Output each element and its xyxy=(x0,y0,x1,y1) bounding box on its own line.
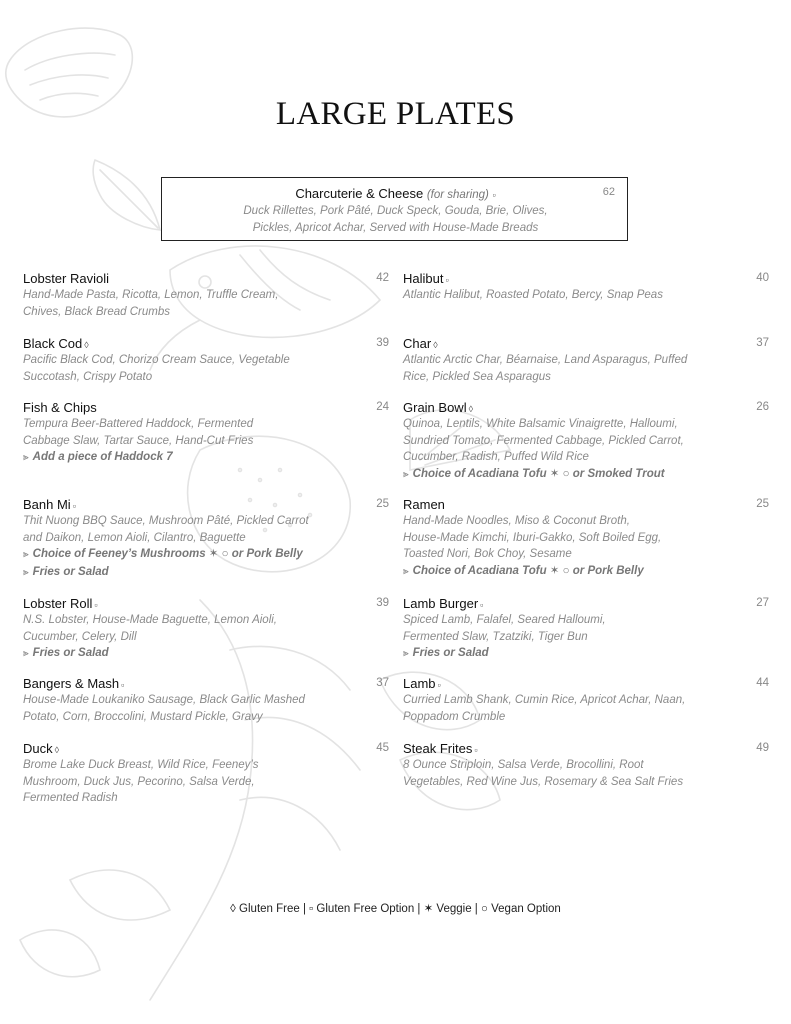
menu-item xyxy=(23,335,389,385)
featured-item-name-line xyxy=(162,186,629,201)
menu-item-desc-line: Atlantic Halibut, Roasted Potato, Bercy, Snap Peas xyxy=(403,289,663,301)
menu-item-description xyxy=(403,612,769,645)
menu-item-option-text: Choice of Acadiana Tofu ✶ ○ or Pork Belly xyxy=(412,564,644,577)
menu-item-name: Fish & Chips xyxy=(23,400,97,415)
menu-item-option-text: Choice of Acadiana Tofu ✶ ○ or Smoked Trout xyxy=(412,467,665,480)
menu-item-name-line xyxy=(23,270,389,287)
menu-item-option xyxy=(23,546,389,564)
menu-item-name: Grain Bowl xyxy=(403,400,467,415)
menu-item-description xyxy=(23,287,389,320)
featured-item-desc-line: Pickles, Apricot Achar, Served with House-Made Breads xyxy=(252,221,539,234)
featured-item-note: (for sharing) xyxy=(426,189,489,201)
menu-item-option xyxy=(23,449,389,467)
menu-item-desc-line: House-Made Loukaniko Sausage, Black Garlic Mashed xyxy=(23,694,305,706)
menu-item-desc-line: Spiced Lamb, Falafel, Seared Halloumi, xyxy=(403,614,606,626)
menu-item-description xyxy=(403,416,769,466)
gluten-free-option-icon: ▫ xyxy=(94,600,98,610)
menu-item-desc-line: Toasted Nori, Bok Choy, Sesame xyxy=(403,548,572,560)
menu-item-desc-line: Vegetables, Red Wine Jus, Rosemary & Sea Salt Fries xyxy=(403,775,684,788)
chevron-right-icon: ⫸ xyxy=(23,549,29,560)
menu-item-price: 27 xyxy=(756,597,769,609)
menu-item-name: Lamb Burger xyxy=(403,596,479,611)
featured-item-price: 62 xyxy=(602,186,615,198)
menu-item-price: 39 xyxy=(376,337,389,349)
menu-item-desc-line: Tempura Beer-Battered Haddock, Fermented xyxy=(23,418,254,430)
menu-item-name-line xyxy=(23,335,389,352)
menu-item-description xyxy=(23,352,389,385)
menu-item-desc-line: Atlantic Arctic Char, Béarnaise, Land Asparagus, Puffed xyxy=(403,354,688,366)
menu-item xyxy=(403,399,769,483)
menu-item-desc-line: Cucumber, Radish, Puffed Wild Rice xyxy=(403,451,589,463)
menu-item-name-line xyxy=(23,399,389,416)
menu-item-desc-line: House-Made Kimchi, Iburi-Gakko, Soft Boiled Egg, xyxy=(403,531,662,544)
menu-item-option-text: Fries or Salad xyxy=(32,565,109,578)
gluten-free-option-icon: ▫ xyxy=(445,275,449,285)
gluten-free-option-icon: ▫ xyxy=(492,190,496,200)
menu-item xyxy=(403,496,769,580)
gluten-free-icon: ◊ xyxy=(54,745,60,755)
menu-item-desc-line: Cucumber, Celery, Dill xyxy=(23,630,137,643)
menu-item-desc-line: Brome Lake Duck Breast, Wild Rice, Feeney’s xyxy=(23,759,259,771)
menu-item-name-line xyxy=(403,675,769,692)
menu-item-desc-line: Curried Lamb Shank, Cumin Rice, Apricot Achar, Naan, xyxy=(403,694,686,706)
menu-item xyxy=(23,496,389,581)
menu-item-price: 24 xyxy=(376,401,389,413)
menu-item-name-line xyxy=(23,595,389,612)
menu-item-desc-line: Succotash, Crispy Potato xyxy=(23,370,153,383)
gluten-free-icon: ◊ xyxy=(433,340,438,350)
featured-item-desc-line: Duck Rillettes, Pork Pâté, Duck Speck, Gouda, Brie, Olives, xyxy=(243,205,548,217)
menu-item-option xyxy=(403,563,769,581)
menu-item-name: Char xyxy=(403,336,432,351)
menu-item-description xyxy=(403,287,769,304)
menu-item-price: 49 xyxy=(756,742,769,754)
menu-item-desc-line: Fermented Radish xyxy=(23,792,118,804)
menu-item-desc-line: N.S. Lobster, House-Made Baguette, Lemon Aioli, xyxy=(23,614,277,626)
menu-item-price: 25 xyxy=(376,498,389,510)
menu-item-option xyxy=(403,466,769,484)
gluten-free-option-icon: ▫ xyxy=(474,745,478,755)
menu-item-name-line xyxy=(403,740,769,757)
menu-item-description xyxy=(23,416,389,449)
menu-item-description xyxy=(403,692,769,725)
menu-item-name: Ramen xyxy=(403,497,445,512)
menu-item-desc-line: Mushroom, Duck Jus, Pecorino, Salsa Verde, xyxy=(23,775,255,788)
gluten-free-option-icon: ▫ xyxy=(480,600,484,610)
menu-item-name-line xyxy=(403,270,769,287)
menu-item-price: 44 xyxy=(756,677,769,689)
menu-item-name-line xyxy=(403,335,769,352)
menu-item-name: Duck xyxy=(23,741,53,756)
menu-item-desc-line: Thit Nuong BBQ Sauce, Mushroom Pâté, Pickled Carrot xyxy=(23,515,309,527)
menu-item-description xyxy=(23,692,389,725)
menu-item-name: Lobster Roll xyxy=(23,596,93,611)
menu-item-description xyxy=(23,612,389,645)
chevron-right-icon: ⫸ xyxy=(23,452,29,463)
menu-item-price: 25 xyxy=(756,498,769,510)
menu-item-option xyxy=(23,564,389,582)
menu-item-option-text: Add a piece of Haddock 7 xyxy=(32,451,173,463)
menu-item-name: Halibut xyxy=(403,271,444,286)
menu-item-desc-line: Pacific Black Cod, Chorizo Cream Sauce, Vegetable xyxy=(23,354,290,366)
menu-item-desc-line: Hand-Made Pasta, Ricotta, Lemon, Truffle Cream, xyxy=(23,289,279,301)
menu-item-price: 26 xyxy=(756,401,769,413)
menu-item-description xyxy=(403,352,769,385)
chevron-right-icon: ⫸ xyxy=(23,648,29,659)
menu-item-price: 37 xyxy=(376,677,389,689)
menu-item-name: Lobster Ravioli xyxy=(23,271,109,286)
chevron-right-icon: ⫸ xyxy=(403,648,409,659)
dietary-legend: ◊ Gluten Free | ▫ Gluten Free Option | ✶ Veggie | ○ Vegan Option xyxy=(230,903,561,915)
menu-item xyxy=(403,595,769,663)
featured-item-description xyxy=(162,203,629,236)
menu-item-desc-line: Potato, Corn, Broccolini, Mustard Pickle, Gravy xyxy=(23,710,263,723)
menu-item-desc-line: Hand-Made Noodles, Miso & Coconut Broth, xyxy=(403,515,630,527)
menu-item xyxy=(403,270,769,304)
chevron-right-icon: ⫸ xyxy=(403,468,409,480)
menu-item-name: Steak Frites xyxy=(403,741,473,756)
gluten-free-option-icon: ▫ xyxy=(72,501,76,511)
menu-item xyxy=(403,335,769,385)
menu-item-desc-line: Rice, Pickled Sea Asparagus xyxy=(403,370,551,383)
menu-item-name: Black Cod xyxy=(23,336,83,351)
menu-item-option xyxy=(23,645,389,663)
menu-item xyxy=(23,675,389,725)
menu-item xyxy=(23,740,389,807)
featured-item-name: Charcuterie & Cheese xyxy=(295,186,424,201)
menu-item-description xyxy=(23,757,389,807)
menu-item-option xyxy=(403,645,769,663)
menu-item-price: 37 xyxy=(756,337,769,349)
menu-item-description xyxy=(403,513,769,563)
menu-item-desc-line: Poppadom Crumble xyxy=(403,710,506,723)
menu-item-name: Lamb xyxy=(403,676,436,691)
page-title: LARGE PLATES xyxy=(275,96,516,132)
menu-item-name-line xyxy=(23,675,389,692)
menu-item-price: 40 xyxy=(756,272,769,284)
menu-item-desc-line: Fermented Slaw, Tzatziki, Tiger Bun xyxy=(403,630,588,643)
menu-item-name-line xyxy=(403,595,769,612)
menu-item-price: 39 xyxy=(376,597,389,609)
menu-item-desc-line: and Daikon, Lemon Aioli, Cilantro, Baguette xyxy=(23,531,246,544)
featured-item-box xyxy=(161,177,628,241)
menu-item-option-text: Fries or Salad xyxy=(32,647,109,659)
menu-item-option-text: Fries or Salad xyxy=(412,647,489,659)
menu-item-name: Bangers & Mash xyxy=(23,676,120,691)
menu-item-description xyxy=(403,757,769,790)
chevron-right-icon: ⫸ xyxy=(23,566,29,578)
menu-item-name-line xyxy=(23,496,389,513)
menu-item-name-line xyxy=(403,399,769,416)
menu-item-name-line xyxy=(403,496,769,513)
gluten-free-icon: ◊ xyxy=(84,340,89,350)
gluten-free-option-icon: ▫ xyxy=(437,680,441,690)
menu-item xyxy=(23,595,389,663)
menu-item-name: Banh Mi xyxy=(23,497,71,512)
menu-item xyxy=(23,399,389,467)
chevron-right-icon: ⫸ xyxy=(403,565,409,577)
menu-item-description xyxy=(23,513,389,546)
menu-item xyxy=(23,270,389,320)
menu-item-price: 42 xyxy=(376,272,389,284)
menu-item xyxy=(403,675,769,725)
menu-item-option-text: Choice of Feeney’s Mushrooms ✶ ○ or Pork Belly xyxy=(32,548,303,560)
menu-item-desc-line: Chives, Black Bread Crumbs xyxy=(23,305,170,318)
menu-item-desc-line: Sundried Tomato, Fermented Cabbage, Pickled Carrot, xyxy=(403,434,684,447)
menu-item-desc-line: Quinoa, Lentils, White Balsamic Vinaigrette, Halloumi, xyxy=(403,418,678,430)
menu-item-desc-line: Cabbage Slaw, Tartar Sauce, Hand-Cut Fries xyxy=(23,434,254,447)
menu-item-desc-line: 8 Ounce Striploin, Salsa Verde, Brocollini, Root xyxy=(403,759,644,771)
menu-item-name-line xyxy=(23,740,389,757)
menu-item xyxy=(403,740,769,790)
gluten-free-option-icon: ▫ xyxy=(121,680,125,690)
gluten-free-icon: ◊ xyxy=(468,404,474,414)
menu-item-price: 45 xyxy=(376,742,389,754)
